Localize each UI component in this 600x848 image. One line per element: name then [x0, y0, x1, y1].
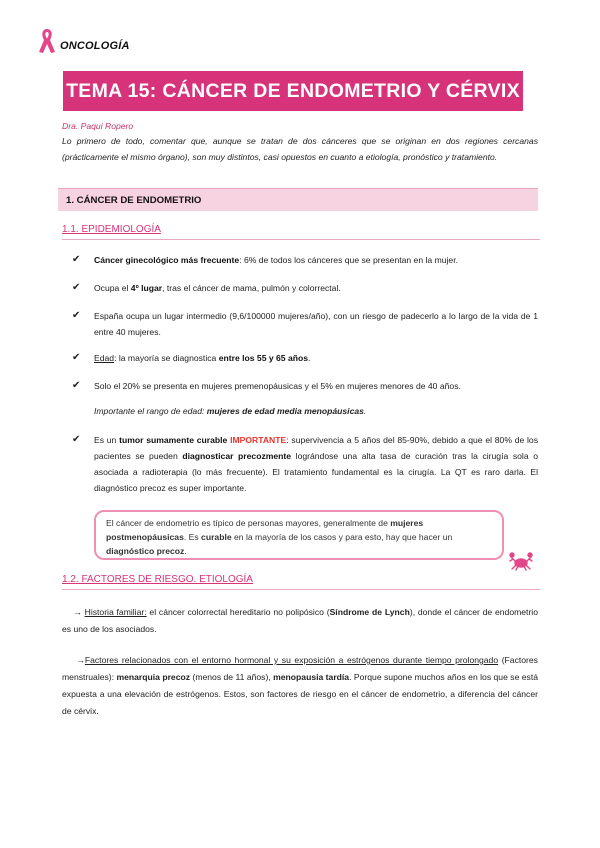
subheading-epidemiologia: 1.1. EPIDEMIOLOGÍA: [62, 224, 161, 235]
note-text: Importante el rango de edad: mujeres de edad media menopáusicas.: [94, 406, 367, 416]
list-item: ✔ Cáncer ginecológico más frecuente: 6% de todos los cánceres que se presentan en la mujer.: [72, 252, 538, 268]
list-item: ✔ España ocupa un lugar intermedio (9,6/100000 mujeres/año), con un riesgo de padecerlo a lo largo de la vida de 1 entre 40 mujeres.: [72, 308, 538, 340]
list-item: ✔ Ocupa el 4º lugar, tras el cáncer de mama, pulmón y colorrectal.: [72, 280, 538, 296]
checkmark-icon: ✔: [72, 282, 81, 293]
crab-icon: [508, 550, 534, 572]
checkmark-icon: ✔: [72, 434, 81, 445]
brand-label: ONCOLOGÍA: [60, 40, 130, 52]
checkmark-icon: ✔: [72, 352, 81, 363]
list-item: ✔ Edad: la mayoría se diagnostica entre los 55 y 65 años.: [72, 350, 538, 366]
subheading-divider: [62, 239, 540, 240]
intro-paragraph: Lo primero de todo, comentar que, aunque se tratan de dos cánceres que se originan en dos regiones cercanas (prácticamente el mismo órgano), son muy distintos, casi opuestos en cuanto a etiología, pronóstico y tratamiento.: [62, 136, 538, 162]
subheading-factores-riesgo: 1.2. FACTORES DE RIESGO. ETIOLOGÍA: [62, 574, 253, 585]
pink-ribbon-icon: [36, 27, 58, 55]
header: [36, 27, 130, 55]
author: Dra. Paqui Ropero: [62, 121, 134, 131]
list-item: ✔ Es un tumor sumamente curable IMPORTANTE: supervivencia a 5 años del 85-90%, debido a que el 80% de los pacientes se pueden diagnosticar precozmente lográndose una alta tasa de curación tras la cirugía sola o asociada a radioterapia (lo más frecuente). El tratamiento fundamental es la cirugía. La QT es raro darla. El diagnóstico precoz es super importante.: [72, 432, 538, 496]
list-item: ✔ Solo el 20% se presenta en mujeres premenopáusicas y el 5% en mujeres menores de 40 años.: [72, 378, 538, 394]
page-title: TEMA 15: CÁNCER DE ENDOMETRIO Y CÉRVIX: [63, 71, 523, 111]
risk-factor-paragraph: →Factores relacionados con el entorno hormonal y su exposición a estrógenos durante tiempo prolongado (Factores menstruales): menarquia precoz (menos de 11 años), menopausia tardía. Porque supone muchos años en los que se está expuesta a una elevación de estrógenos. Estos, son factores de riesgo en el cáncer de endometrio, a diferencia del cáncer de cérvix.: [62, 655, 539, 716]
section-heading-endometrio: 1. CÁNCER DE ENDOMETRIO: [58, 188, 538, 211]
checkmark-icon: ✔: [72, 380, 81, 391]
callout-box: El cáncer de endometrio es típico de personas mayores, generalmente de mujeres postmenopáusicas. Es curable en la mayoría de los casos y para esto, hay que hacer un diagnóstico precoz.: [94, 510, 504, 560]
checkmark-icon: ✔: [72, 310, 81, 321]
subheading-divider: [62, 589, 540, 590]
checkmark-icon: ✔: [72, 254, 81, 265]
risk-factor-paragraph: → Historia familiar: el cáncer colorrectal hereditario no polipósico (Síndrome de Lynch), donde el cáncer de endometrio es uno de los asociados.: [62, 607, 538, 634]
